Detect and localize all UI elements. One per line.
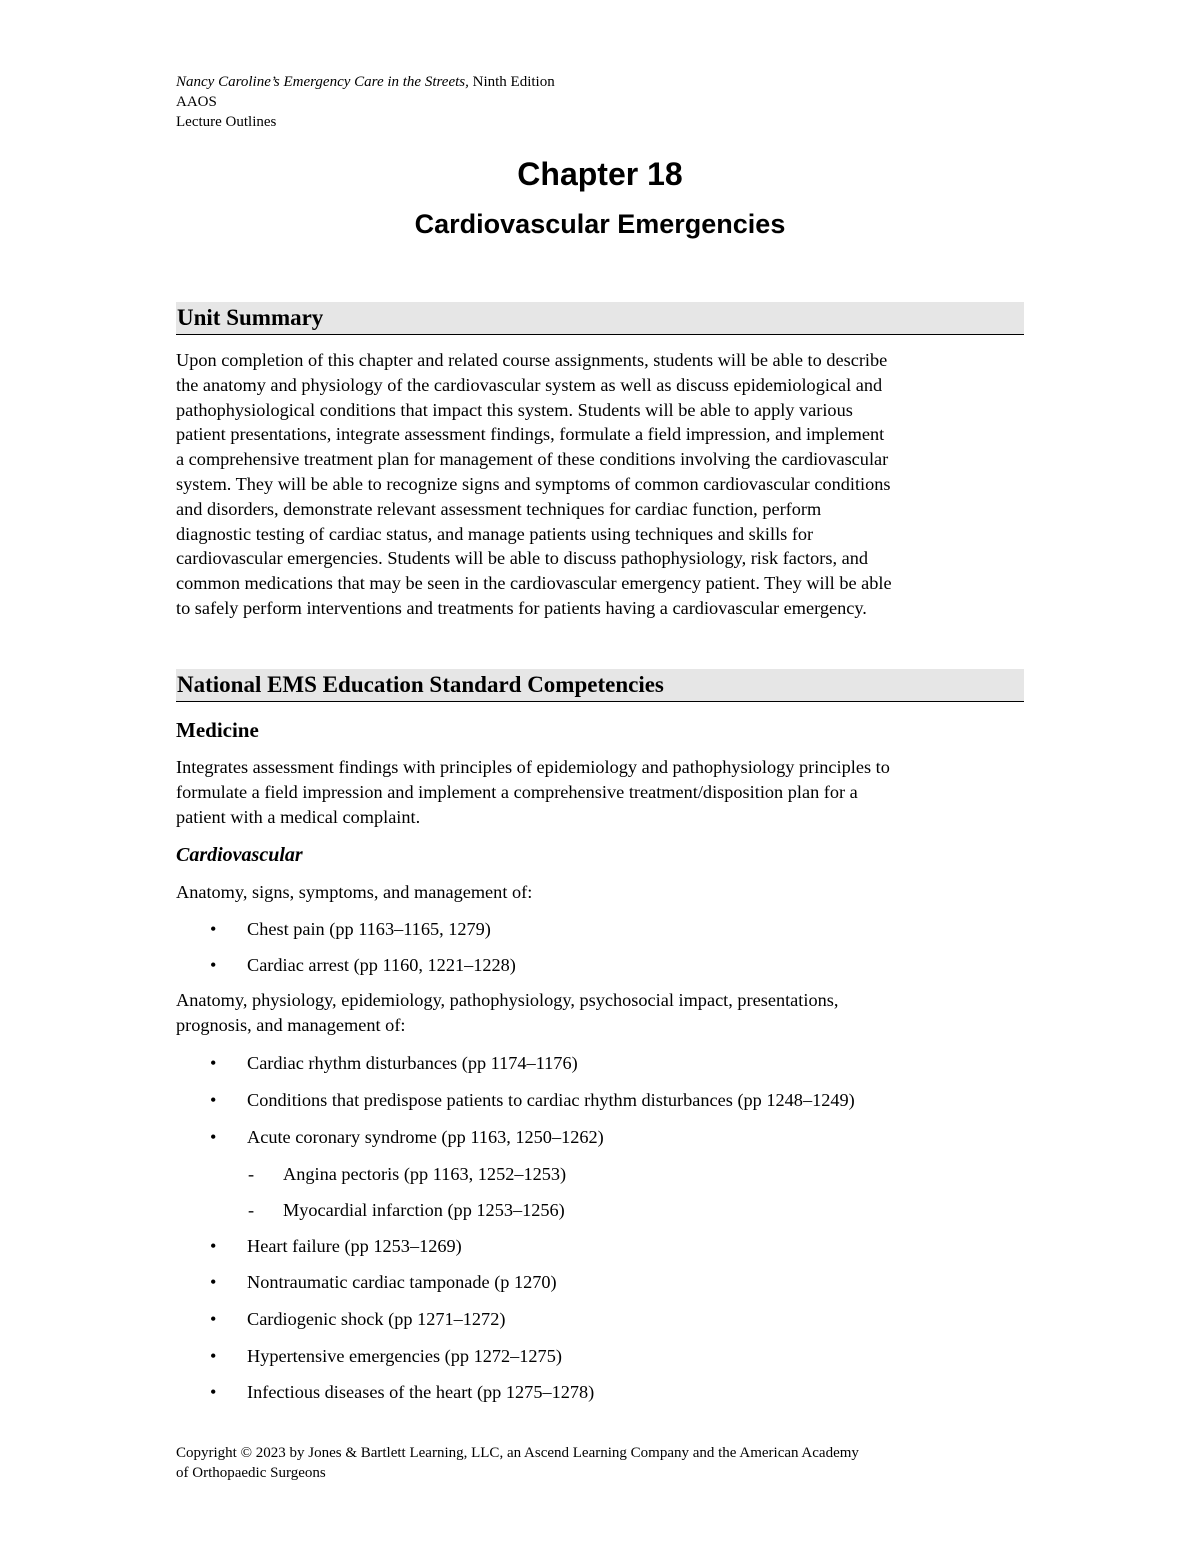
unit-summary-heading: Unit Summary	[176, 302, 1024, 335]
list-item-text: Chest pain (pp 1163–1165, 1279)	[247, 919, 491, 939]
footer-line: of Orthopaedic Surgeons	[176, 1465, 326, 1481]
cardiovascular-heading: Cardiovascular	[176, 844, 303, 866]
paragraph-line: the anatomy and physiology of the cardiovascular system as well as discuss epidemiological and	[176, 374, 883, 395]
chapter-number: Chapter 18	[517, 156, 683, 192]
paragraph-line: Upon completion of this chapter and related course assignments, students will be able to describe	[176, 350, 888, 370]
list-item-text: Cardiogenic shock (pp 1271–1272)	[247, 1309, 506, 1329]
book-title: Nancy Caroline’s Emergency Care in the Streets,	[176, 74, 469, 90]
medicine-heading: Medicine	[176, 718, 259, 742]
list-item-text: Infectious diseases of the heart (pp 1275–1278)	[247, 1382, 595, 1402]
list-item-text: Nontraumatic cardiac tamponade (p 1270)	[247, 1272, 557, 1292]
sub-list-item-text: Myocardial infarction (pp 1253–1256)	[283, 1200, 565, 1220]
doc-type: Lecture Outlines	[176, 114, 277, 130]
sub-list-item-text: Angina pectoris (pp 1163, 1252–1253)	[283, 1164, 567, 1184]
bullet-mark: •	[210, 1127, 217, 1147]
intro-anatomy-physiology	[176, 988, 1026, 1038]
list-item-text: Hypertensive emergencies (pp 1272–1275)	[247, 1346, 562, 1366]
bullet-mark: •	[210, 1346, 217, 1366]
bullet-mark: •	[210, 1053, 217, 1073]
paragraph-line: patient with a medical complaint.	[176, 806, 421, 827]
paragraph-line: cardiovascular emergencies. Students will be able to discuss pathophysiology, risk factors, and	[176, 548, 868, 569]
bullet-mark: •	[210, 955, 217, 975]
bullet-mark: •	[210, 1382, 217, 1402]
running-header	[176, 72, 555, 132]
footer-line: Copyright © 2023 by Jones & Bartlett Learning, LLC, an Ascend Learning Company and the American Academy	[176, 1445, 859, 1461]
bullet-mark: •	[210, 1236, 217, 1256]
bullet-mark: •	[210, 1272, 217, 1292]
copyright-footer	[176, 1443, 1016, 1483]
paragraph-line: common medications that may be seen in the cardiovascular emergency patient. They will be able	[176, 573, 892, 594]
list-item-text: Heart failure (pp 1253–1269)	[247, 1236, 462, 1256]
paragraph-line: Anatomy, physiology, epidemiology, pathophysiology, psychosocial impact, presentations,	[176, 990, 839, 1010]
header-book-line	[176, 72, 555, 92]
intro-signs-symptoms: Anatomy, signs, symptoms, and management of:	[176, 882, 533, 902]
paragraph-line: a comprehensive treatment plan for management of these conditions involving the cardiovascular	[176, 449, 889, 470]
dash-mark: -	[248, 1164, 255, 1184]
competencies-heading: National EMS Education Standard Competencies	[176, 669, 1024, 702]
publisher: AAOS	[176, 94, 217, 110]
paragraph-line: diagnostic testing of cardiac status, and manage patients using techniques and skills for	[176, 523, 814, 544]
bullet-mark: •	[210, 919, 217, 939]
chapter-title: Cardiovascular Emergencies	[414, 209, 786, 239]
edition: Ninth Edition	[468, 74, 555, 90]
paragraph-line: Integrates assessment findings with principles of epidemiology and pathophysiology principles to	[176, 757, 890, 777]
paragraph-line: system. They will be able to recognize signs and symptoms of common cardiovascular conditions	[176, 473, 891, 494]
paragraph-line: patient presentations, integrate assessment findings, formulate a field impression, and implement	[176, 424, 885, 445]
bullet-mark: •	[210, 1090, 217, 1110]
unit-summary-paragraph	[176, 348, 1026, 621]
paragraph-line: pathophysiological conditions that impact this system. Students will be able to apply various	[176, 399, 853, 420]
list-item-text: Cardiac rhythm disturbances (pp 1174–1176)	[247, 1053, 578, 1073]
dash-mark: -	[248, 1200, 255, 1220]
list-item-text: Conditions that predispose patients to cardiac rhythm disturbances (pp 1248–1249)	[247, 1090, 855, 1110]
medicine-paragraph	[176, 755, 1026, 829]
bullet-mark: •	[210, 1309, 217, 1329]
paragraph-line: prognosis, and management of:	[176, 1014, 406, 1035]
list-item-text: Cardiac arrest (pp 1160, 1221–1228)	[247, 955, 516, 975]
paragraph-line: to safely perform interventions and treatments for patients having a cardiovascular emergency.	[176, 597, 867, 618]
list-item-text: Acute coronary syndrome (pp 1163, 1250–1262)	[247, 1127, 604, 1147]
paragraph-line: and disorders, demonstrate relevant assessment techniques for cardiac function, perform	[176, 498, 822, 519]
paragraph-line: formulate a field impression and implement a comprehensive treatment/disposition plan for a	[176, 781, 858, 802]
